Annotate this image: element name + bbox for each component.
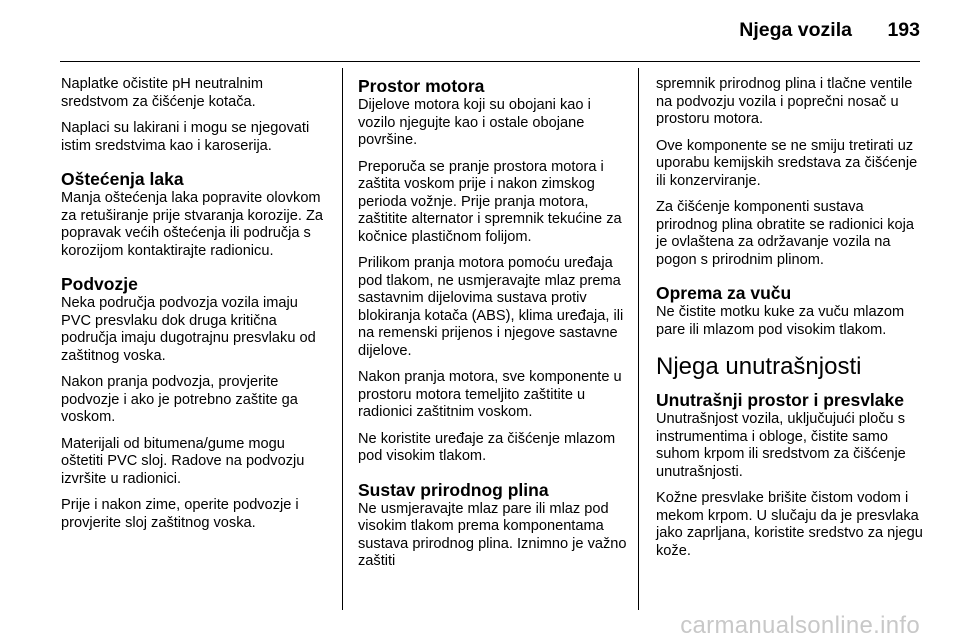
page-number: 193	[887, 19, 920, 41]
paragraph: Ne koristite uređaje za čišćenje mlazom pod visokim tlakom.	[358, 430, 616, 464]
paragraph: Ne čistite motku kuke za vuču mlazom pare ili mlazom pod visokim tlakom.	[656, 304, 905, 338]
text-column-2	[358, 76, 630, 580]
paragraph: Preporuča se pranje prostora motora i zaštita voskom prije i nakon zimskog perioda vožnje. Prije pranja motora, zaštitite alternator i spremnik tekućine za kočnice plastičnom folijom.	[358, 158, 622, 245]
paragraph: Manja oštećenja laka popravite olovkom za retuširanje prije stvaranja korozije. Za popravak većih oštećenja ili područja s korozijom kontaktirajte radionicu.	[61, 190, 323, 259]
paragraph: spremnik prirodnog plina i tlačne ventile na podvozju vozila i poprečni nosač u prostoru motora.	[656, 76, 913, 127]
paragraph: Ne usmjeravajte mlaz pare ili mlaz pod visokim tlakom prema komponentama sustava prirodnog plina. Iznimno je važno zaštiti	[358, 500, 627, 569]
paragraph: Nakon pranja motora, sve komponente u prostoru motora temeljito zaštitite u radionici zaštitnim voskom.	[358, 369, 622, 420]
page-title: Njega vozila	[739, 19, 852, 41]
column-divider-2	[638, 68, 639, 610]
paragraph: Kožne presvlake brišite čistom vodom i mekom krpom. U slučaju da je presvlaka jako zaprljana, koristite sredstvo za njegu kože.	[656, 490, 923, 559]
text-column-3	[656, 76, 928, 569]
paragraph: Dijelove motora koji su obojani kao i vozilo njegujte kao i ostale obojane površine.	[358, 97, 591, 148]
text-column-1	[61, 76, 331, 541]
section-heading-engine-compartment: Prostor motora	[358, 76, 485, 96]
paragraph: Ove komponente se ne smiju tretirati uz uporabu kemijskih sredstava za čišćenje ili konzerviranje.	[656, 137, 918, 189]
section-heading-natural-gas: Sustav prirodnog plina	[358, 479, 549, 500]
section-heading-paint-damage: Oštećenja laka	[61, 169, 184, 189]
chapter-heading-interior-care: Njega unutrašnjosti	[656, 353, 862, 380]
paragraph: Prije i nakon zime, operite podvozje i provjerite sloj zaštitnog voska.	[61, 497, 299, 531]
page-header	[0, 0, 960, 60]
paragraph: Naplaci su lakirani i mogu se njegovati istim sredstvima kao i karoserija.	[61, 120, 310, 154]
column-divider-1	[342, 68, 343, 610]
section-heading-underbody: Podvozje	[61, 274, 138, 294]
paragraph: Za čišćenje komponenti sustava prirodnog plina obratite se radionici koja je ovlaštena za održavanje vozila na pogon s prirodnim plinom.	[656, 199, 914, 268]
paragraph: Naplatke očistite pH neutralnim sredstvom za čišćenje kotača.	[61, 76, 263, 110]
section-heading-towbar: Oprema za vuču	[656, 283, 792, 303]
paragraph: Prilikom pranja motora pomoću uređaja pod tlakom, ne usmjeravajte mlaz prema sastavnim dijelovima sustava protiv blokiranja kotača (ABS), klima uređaja, ili na remenski prijenos i njegove sastavne dijelove.	[358, 255, 624, 359]
watermark: carmanualsonline.info	[680, 612, 920, 639]
header-divider	[60, 61, 920, 62]
paragraph: Neka područja podvozja vozila imaju PVC presvlaku dok druga kritična područja imaju dugotrajnu presvlaku od zaštitnog voska.	[61, 295, 316, 364]
section-heading-interior-upholstery: Unutrašnji prostor i presvlake	[656, 390, 904, 410]
paragraph: Materijali od bitumena/gume mogu oštetiti PVC sloj. Radove na podvozju izvršite u radionici.	[61, 435, 305, 487]
paragraph: Nakon pranja podvozja, provjerite podvozje i ako je potrebno zaštite ga voskom.	[61, 374, 298, 425]
paragraph: Unutrašnjost vozila, uključujući ploču s instrumentima i obloge, čistite samo suhom krpom ili sredstvom za čišćenje unutrašnjosti.	[656, 411, 906, 480]
